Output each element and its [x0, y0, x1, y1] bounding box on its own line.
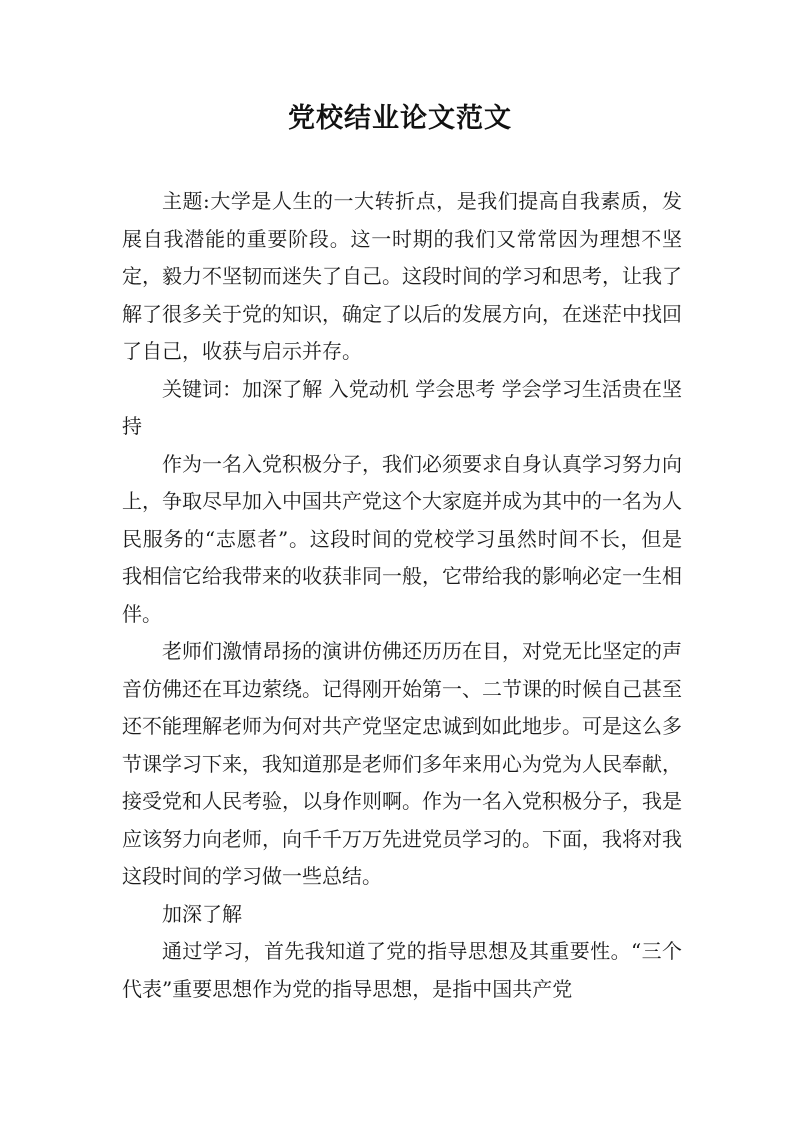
paragraph-intro: 作为一名入党积极分子，我们必须要求自身认真学习努力向上，争取尽早加入中国共产党这个大家庭并成为其中的一名为人民服务的“志愿者”。这段时间的党校学习虽然时间不长，但是我相信它给我带来的收获非同一般，它带给我的影响必定一生相伴。 [122, 451, 682, 626]
document-body [122, 183, 682, 1008]
section-heading-deepen-understanding: 加深了解 [162, 901, 242, 926]
paragraph-teachers: 老师们激情昂扬的演讲仿佛还历历在目，对党无比坚定的声音仿佛还在耳边萦绕。记得刚开始第一、二节课的时候自己甚至还不能理解老师为何对共产党坚定忠诚到如此地步。可是这么多节课学习下来，我知道那是老师们多年来用心为党为人民奉献，接受党和人民考验，以身作则啊。作为一名入党积极分子，我是应该努力向老师，向千千万万先进党员学习的。下面，我将对我这段时间的学习做一些总结。 [122, 639, 682, 888]
paragraph-study-guiding-thought: 通过学习，首先我知道了党的指导思想及其重要性。“三个代表”重要思想作为党的指导思想，是指中国共产党 [122, 939, 682, 1001]
document-title: 党校结业论文范文 [288, 103, 512, 134]
paragraph-keywords: 关键词：加深了解 入党动机 学会思考 学会学习生活贵在坚持 [122, 376, 682, 438]
paragraph-theme: 主题:大学是人生的一大转折点，是我们提高自我素质，发展自我潜能的重要阶段。这一时期的我们又常常因为理想不坚定，毅力不坚韧而迷失了自己。这段时间的学习和思考，让我了解了很多关于党的知识，确定了以后的发展方向，在迷茫中找回了自己，收获与启示并存。 [122, 189, 682, 363]
